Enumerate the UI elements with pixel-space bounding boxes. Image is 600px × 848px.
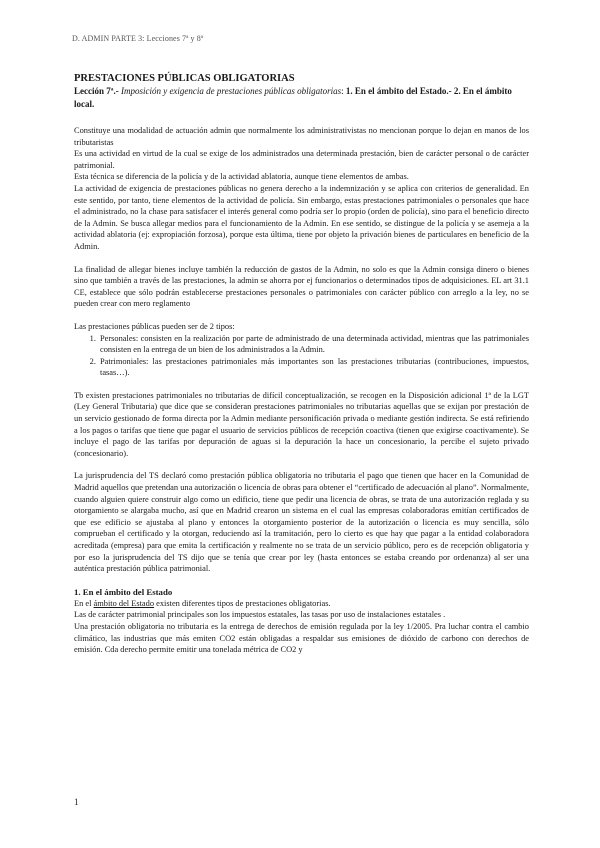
text-run: existen diferentes tipos de prestaciones obligatorias.: [154, 598, 331, 608]
lesson-colon: :: [341, 86, 346, 96]
types-list: [74, 333, 529, 379]
lesson-italic-title: Imposición y exigencia de prestaciones públicas obligatorias: [120, 86, 342, 96]
lesson-dash: .-: [113, 86, 121, 96]
running-header: D. ADMIN PARTE 3: Lecciones 7ª y 8ª: [72, 34, 204, 43]
section-heading: 1. En el ámbito del Estado: [74, 586, 173, 597]
intro-paragraph: Esta técnica se diferencia de la policía y de la actividad ablatoria, aunque tiene elementos de ambas.: [74, 172, 409, 182]
list-item: 1. Personales: consisten en la realización por parte de administrado de una determinada actividad, mientras que las patrimoniales consisten en la entrega de un bien de los administrados a la Admin.: [98, 333, 529, 356]
section-paragraph: Una prestación obligatoria no tributaria es la entrega de derechos de emisión regulada por la ley 1/2005. Pra luchar contra el cambio climático, las industrias que más emiten CO2 están obligadas a respaldar sus emisiones de dióxido de carbono con derechos de emisión. Cda derecho permite emitir una tonelada métrica de CO2 y: [74, 621, 529, 655]
section-paragraph: Las de carácter patrimonial principales son los impuestos estatales, las tasas por uso de instalaciones estatales .: [74, 610, 446, 620]
finalidad-paragraph: La finalidad de allegar bienes incluye también la reducción de gastos de la Admin, no solo es que la Admin consiga dinero o bienes sino que también a través de las prestaciones, la admin se ahorra por ej funcionarios o determinados tipos de adquisiciones. EL art 31.1 CE, establece que sólo podrán establecerse prestaciones personales o patrimoniales con carácter público con arreglo a la ley, no se pueden crear con mero reglamento: [74, 264, 529, 309]
underlined-text: ámbito del Estado: [93, 598, 155, 608]
page-number: 1: [74, 797, 79, 807]
no-tributarias-paragraph: Tb existen prestaciones patrimoniales no tributarias de difícil conceptualización, se recogen en la Disposición adicional 1ª de la LGT (Ley General Tributaria) que dice que se consideran prestaciones patrimoniales no tributarias aquellas que se exijan por prestación de un servicio gestionado de forma directa por la Admin mediante personificación privada o mediante gestión indirecta. Se está refiriendo a los pagos o tarifas que tiene que pagar el usuario de servicios públicos de recepción coactiva (tienen que exigirse coactivamente). Se incluye el pago de las tarifas por depuración de aguas si la depuración la hace un concesionario, la percibe el sujeto privado (concesionario).: [74, 390, 529, 458]
intro-paragraph: Constituye una modalidad de actuación admin que normalmente los administrativistas no mencionan porque lo dejan en manos de los tributaristas: [74, 126, 529, 147]
intro-paragraph: Es una actividad en virtud de la cual se exige de los administrados una determinada prestación, bien de carácter personal o de carácter patrimonial.: [74, 149, 529, 170]
document-title: PRESTACIONES PÚBLICAS OBLIGATORIAS: [74, 73, 295, 84]
lesson-heading: [74, 85, 529, 110]
jurisprudencia-paragraph: La jurisprudencia del TS declaró como prestación pública obligatoria no tributaria el pago que tienen que hacer en la Comunidad de Madrid aquellos que pretendan una autorización o licencia de obras para obtener el “certificado de adecuación al plano”. Normalmente, cuando alguien quiere construir algo como un edificio, tiene que pedir una licencia de obras, se trata de una autorización reglada y su otorgamiento se alargaba mucho, así que en Madrid crearon un sistema en el cual las empresas colaboradoras emitían certificados de que ese edificio se ajustaba al plano y entonces la otorgamiento posterior de la autorización o licencia es muy sencilla, sólo comprueban el certificado y la otorgan, reduciendo así la tramitación, pero lo cierto es que hay que pagar a la entidad colaboradora acreditada (empresa) para que emita la certificación y realmente no se trata de un servicio público, pero es de recepción obligatoria y por eso la jurisprudencia del TS dijo que se tenía que crear por ley (hasta entonces se estaba creando por ordenanza) al ser una auténtica prestación pública patrimonial.: [74, 471, 529, 574]
text-run: En el: [74, 598, 94, 608]
list-item: 2. Patrimoniales: las prestaciones patrimoniales más importantes son las prestaciones tributarias (contribuciones, impuestos, tasas…).: [98, 356, 529, 379]
types-intro: Las prestaciones públicas pueden ser de 2 tipos:: [74, 321, 235, 331]
document-body: [74, 72, 529, 656]
intro-paragraph: La actividad de exigencia de prestaciones públicas no genera derecho a la indemnización y se aplica con criterios de generalidad. En este sentido, por tanto, tiene elementos de la actividad de policía. Sin embargo, estas prestaciones patrimoniales o personales que hace el administrado, no la chase para satisfacer el interés general como podría ser lo propio (orden de policía), sino para el beneficio directo de la Admin. Se busca allegar medios para el funcionamiento de la Admin. En ese sentido, se distingue de la policía y se asemeja a la actividad ablatoria (ej: expropiación forzosa), porque esta última, tiene por objeto la privación bienes de particulares en beneficio de la Admin.: [74, 183, 529, 251]
section-paragraph: [74, 598, 529, 610]
lesson-label: Lección 7ª: [74, 86, 114, 96]
lesson-subtitle: 1. En el ámbito del Estado.- 2. En el ámbito local.: [74, 86, 512, 109]
